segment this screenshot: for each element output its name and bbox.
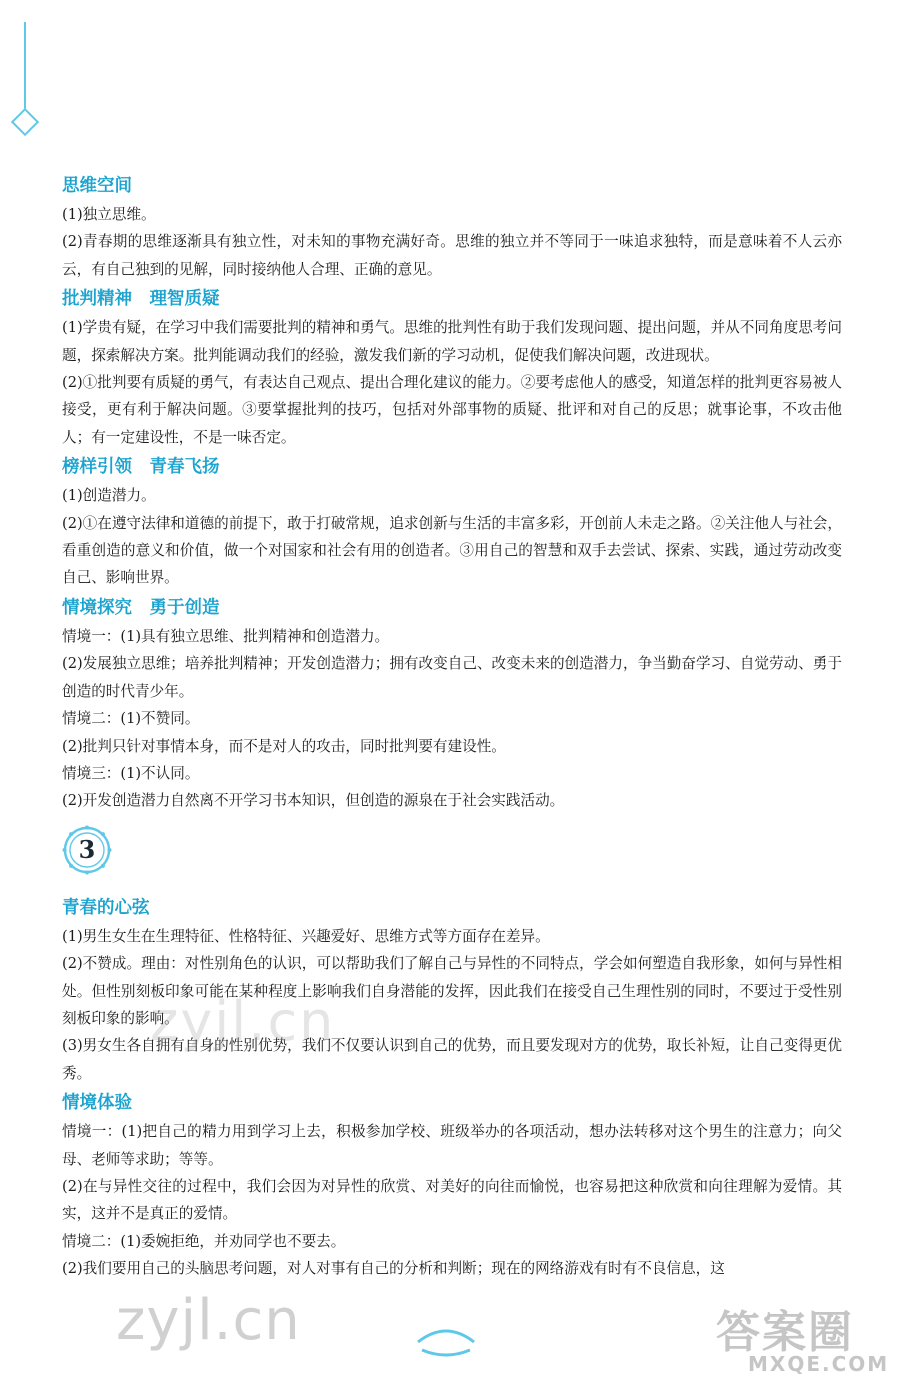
watermark-logo: zyjl.cn bbox=[116, 1288, 301, 1353]
section-heading: 思维空间 bbox=[62, 176, 132, 196]
paragraph: (3)男女生各自拥有自身的性别优势，我们不仅要认识到自己的优势，而且要发现对方的优势，取长补短，让自己变得更优秀。 bbox=[62, 1037, 842, 1082]
section-scenario-inquiry bbox=[62, 595, 842, 815]
section-heading: 情境体验 bbox=[62, 1093, 132, 1114]
paragraph: (2)发展独立思维；培养批判精神；开发创造潜力；拥有改变自己、改变未来的创造潜力，争当勤奋学习、自觉劳动、勇于创造的时代青少年。 bbox=[62, 655, 842, 700]
section-role-models bbox=[62, 454, 842, 592]
section-heading: 青春的心弦 bbox=[62, 897, 150, 918]
paragraph: (1)学贵有疑，在学习中我们需要批判的精神和勇气。思维的批判性有助于我们发现问题、提出问题，并从不同角度思考问题，探索解决方案。批判能调动我们的经验，激发我们新的学习动机，促使我们解决问题，改进现状。 bbox=[62, 319, 842, 364]
decorative-diamond-icon bbox=[11, 108, 39, 136]
paragraph: 情境一：(1)具有独立思维、批判精神和创造潜力。 bbox=[62, 627, 390, 645]
paragraph: (2)青春期的思维逐渐具有独立性，对未知的事物充满好奇。思维的独立并不等同于一味追求独特，而是意味着不人云亦云，有自己独到的见解，同时接纳他人合理、正确的意见。 bbox=[62, 233, 842, 278]
section-heading: 情境探究 勇于创造 bbox=[62, 597, 220, 618]
paragraph: (2)①在遵守法律和道德的前提下，敢于打破常规，追求创新与生活的丰富多彩，开创前人未走之路。②关注他人与社会，看重创造的意义和价值，做一个对国家和社会有用的创造者。③用自己的智慧和双手去尝试、探索、实践，通过劳动改变自己、影响世界。 bbox=[62, 514, 842, 587]
decorative-vertical-line bbox=[24, 22, 26, 110]
paragraph: 情境二：(1)委婉拒绝，并劝同学也不要去。 bbox=[62, 1232, 346, 1250]
paragraph: (2)①批判要有质疑的勇气，有表达自己观点、提出合理化建议的能力。②要考虑他人的感受，知道怎样的批判更容易被人接受，更有利于解决问题。③要掌握批判的技巧，包括对外部事物的质疑、批评和对自己的反思；就事论事，不攻击他人；有一定建设性，不是一味否定。 bbox=[62, 374, 842, 446]
section-critical-spirit bbox=[62, 286, 842, 451]
section-heading: 批判精神 理智质疑 bbox=[62, 289, 220, 310]
lesson-number: 3 bbox=[78, 834, 96, 864]
section-scenario-experience bbox=[62, 1090, 842, 1282]
lesson-number-badge bbox=[62, 825, 842, 891]
paragraph: (2)在与异性交往的过程中，我们会因为对异性的欣赏、对美好的向往而愉悦，也容易把这种欣赏和向往理解为爱情。其实，这并不是真正的爱情。 bbox=[62, 1177, 842, 1223]
paragraph: 情境三：(1)不认同。 bbox=[62, 764, 200, 782]
section-thinking-space bbox=[62, 173, 842, 283]
paragraph: 情境一：(1)把自己的精力用到学习上去，积极参加学校、班级举办的各项活动，想办法转移对这个男生的注意力；向父母、老师等求助；等等。 bbox=[62, 1123, 842, 1168]
watermark-logo: 答案圈 bbox=[716, 1307, 854, 1358]
paragraph: (2)我们要用自己的头脑思考问题，对人对事有自己的分析和判断；现在的网络游戏有时有不良信息，这 bbox=[62, 1260, 725, 1278]
paragraph: (1)独立思维。 bbox=[62, 206, 156, 223]
watermark-text: zyjl.cn bbox=[150, 990, 336, 1053]
paragraph: (2)不赞成。理由：对性别角色的认识，可以帮助我们了解自己与异性的不同特点，学会如何塑造自我形象，如何与异性相处。但性别刻板印象可能在某种程度上影响我们自身潜能的发挥，因此我们在接受自己生理性别的同时，不要过于受性别刻板印象的影响。 bbox=[62, 955, 842, 1027]
answer-content bbox=[62, 170, 842, 1283]
section-heading: 榜样引领 青春飞扬 bbox=[62, 457, 220, 478]
paragraph: 情境二：(1)不赞同。 bbox=[62, 710, 200, 728]
page-wave-icon bbox=[414, 1316, 478, 1360]
paragraph: (2)批判只针对事情本身，而不是对人的攻击，同时批判要有建设性。 bbox=[62, 737, 506, 755]
paragraph: (1)创造潜力。 bbox=[62, 487, 156, 505]
paragraph: (1)男生女生在生理特征、性格特征、兴趣爱好、思维方式等方面存在差异。 bbox=[62, 927, 550, 945]
watermark-url: MXQE.COM bbox=[748, 1352, 890, 1376]
paragraph: (2)开发创造潜力自然离不开学习书本知识，但创造的源泉在于社会实践活动。 bbox=[62, 792, 565, 810]
